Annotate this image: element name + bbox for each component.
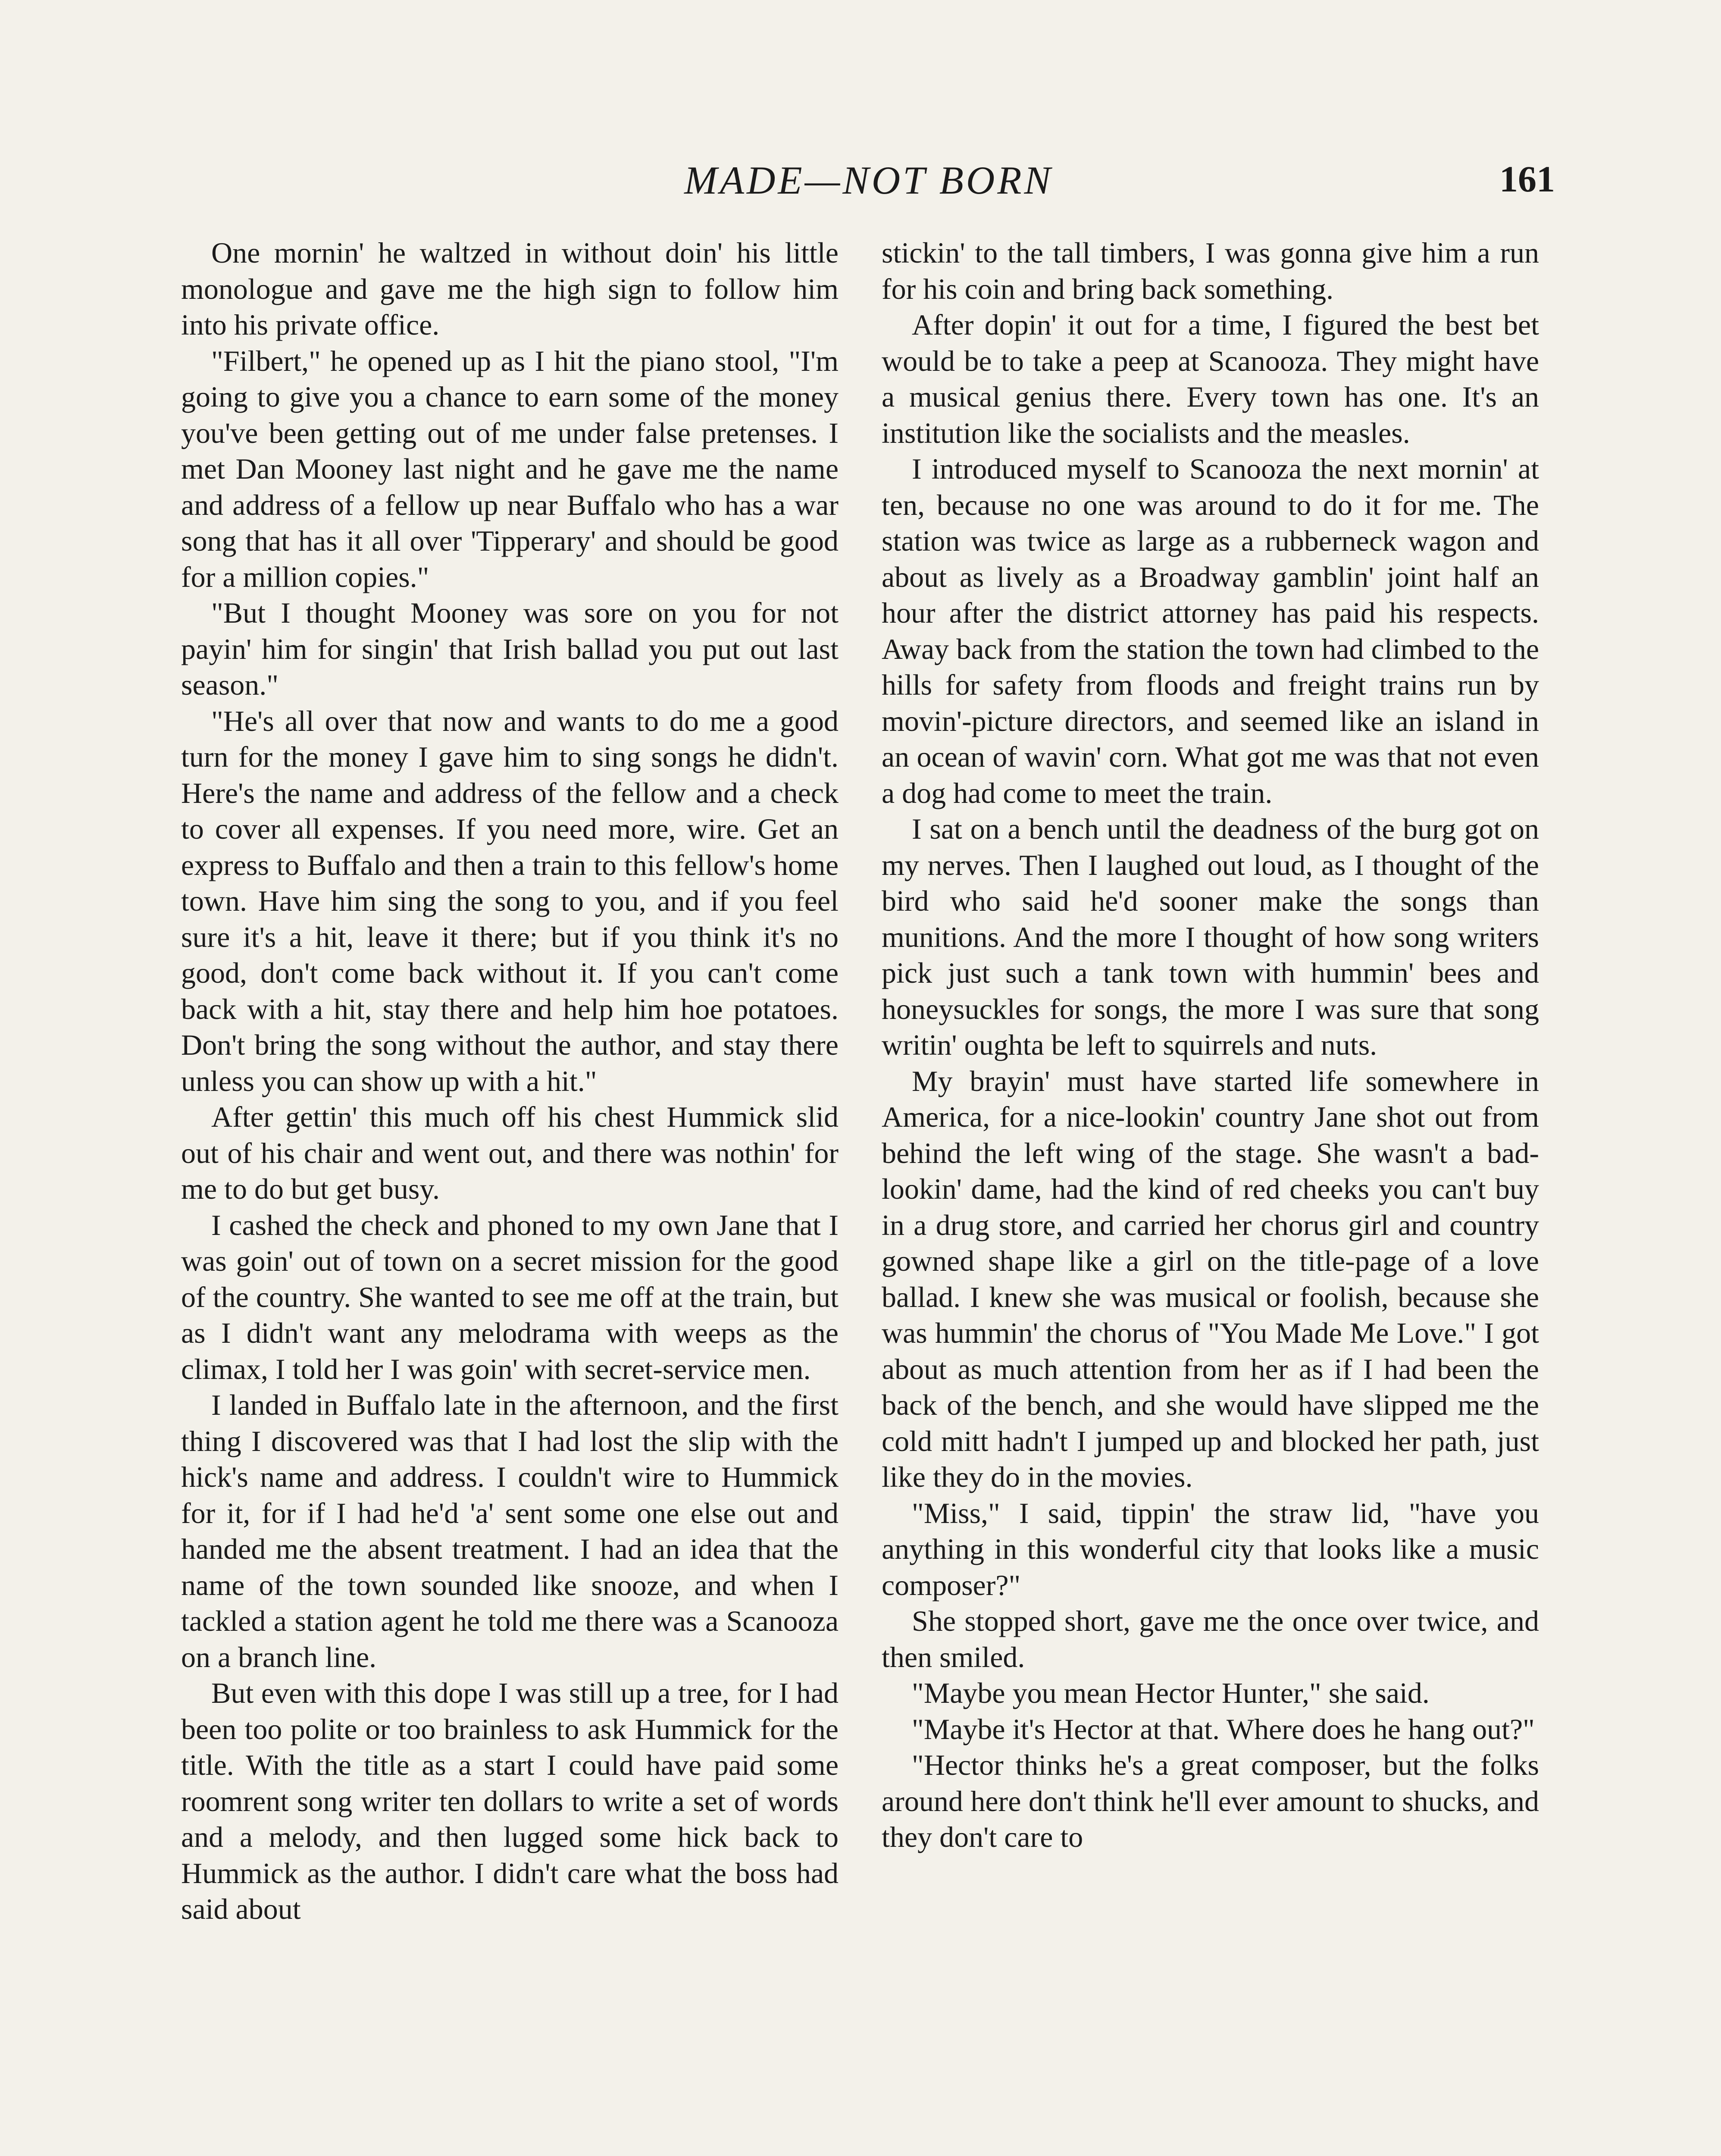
paragraph: stickin' to the tall timbers, I was gonna give him a run for his coin and bring back something. [882,236,1539,305]
running-title: MADE—NOT BORN [684,158,1053,202]
paragraph: After dopin' it out for a time, I figured the best bet would be to take a peep at Scanooza. They might have a musical genius there. Every town has one. It's an institution like the socialists and the measles. [882,308,1539,449]
paragraph: "But I thought Mooney was sore on you for not payin' him for singin' that Irish ballad you put out last season." [181,596,839,701]
paragraph: I introduced myself to Scanooza the next mornin' at ten, because no one was around to do it for me. The station was twice as large as a rubberneck wagon and about as lively as a Broadway gamblin' joint half an hour after the district attorney has paid his respects. Away back from the station the town had climbed to the hills for safety from floods and freight trains run by movin'-picture directors, and seemed like an island in an ocean of wavin' corn. What got me was that not even a dog had come to meet the train. [882,452,1539,809]
paragraph: I landed in Buffalo late in the afternoon, and the first thing I discovered was that I had lost the slip with the hick's name and address. I couldn't wire to Hummick for it, for if I had he'd 'a' sent some one else out and handed me the absent treatment. I had an idea that the name of the town sounded like snooze, and when I tackled a station agent he told me there was a Scanooza on a branch line. [181,1388,839,1673]
paragraph: She stopped short, gave me the once over twice, and then smiled. [882,1604,1539,1673]
paragraph: But even with this dope I was still up a tree, for I had been too polite or too brainless to ask Hummick for the title. With the title as a start I could have paid some roomrent song writer ten dollars to write a set of words and a melody, and then lugged some hick back to Hummick as the author. I didn't care what the boss had said about [181,1677,839,1925]
paragraph: One mornin' he waltzed in without doin' his little monologue and gave me the high sign to follow him into his private office. [181,236,839,341]
left-column [181,235,839,2156]
right-column [882,235,1539,2156]
paragraph: My brayin' must have started life somewhere in America, for a nice-lookin' country Jane shot out from behind the left wing of the stage. She wasn't a bad-lookin' dame, had the kind of red cheeks you can't buy in a drug store, and carried her chorus girl and country gowned shape like a girl on the title-page of a love ballad. I knew she was musical or foolish, because she was hummin' the chorus of "You Made Me Love." I got about as much attention from her as if I had been the back of the bench, and she would have slipped me the cold mitt hadn't I jumped up and blocked her path, just like they do in the movies. [882,1064,1539,1493]
paragraph: I cashed the check and phoned to my own Jane that I was goin' out of town on a secret mission for the good of the country. She wanted to see me off at the train, but as I didn't want any melodrama with weeps as the climax, I told her I was goin' with secret-service men. [181,1208,839,1385]
paragraph: "Miss," I said, tippin' the straw lid, "have you anything in this wonderful city that looks like a music composer?" [882,1496,1539,1601]
paragraph: "Maybe it's Hector at that. Where does he hang out?" [912,1712,1535,1745]
paragraph: "Hector thinks he's a great composer, but the folks around here don't think he'll ever amount to shucks, and they don't care to [882,1749,1539,1853]
paragraph: After gettin' this much off his chest Hummick slid out of his chair and went out, and there was nothin' for me to do but get busy. [181,1100,839,1205]
paragraph: I sat on a bench until the deadness of the burg got on my nerves. Then I laughed out loud, as I thought of the bird who said he'd sooner make the songs than munitions. And the more I thought of how song writers pick just such a tank town with hummin' bees and honeysuckles for songs, the more I was sure that song writin' oughta be left to squirrels and nuts. [882,812,1539,1061]
paragraph: "Maybe you mean Hector Hunter," she said. [912,1677,1430,1709]
paragraph: "He's all over that now and wants to do me a good turn for the money I gave him to sing songs he didn't. Here's the name and address of the fellow and a check to cover all expenses. If you need more, wire. Get an express to Buffalo and then a train to this fellow's home town. Have him sing the song to you, and if you feel sure it's a hit, leave it there; but if you think it's no good, don't come back without it. If you can't come back with a hit, stay there and help him hoe potatoes. Don't bring the song without the author, and stay there unless you can show up with a hit." [181,704,839,1097]
paragraph: "Filbert," he opened up as I hit the piano stool, "I'm going to give you a chance to earn some of the money you've been getting out of me under false pretenses. I met Dan Mooney last night and he gave me the name and address of a fellow up near Buffalo who has a war song that has it all over 'Tipperary' and should be good for a million copies." [181,344,839,593]
page-number: 161 [1499,158,1555,200]
page-header [0,153,1721,209]
